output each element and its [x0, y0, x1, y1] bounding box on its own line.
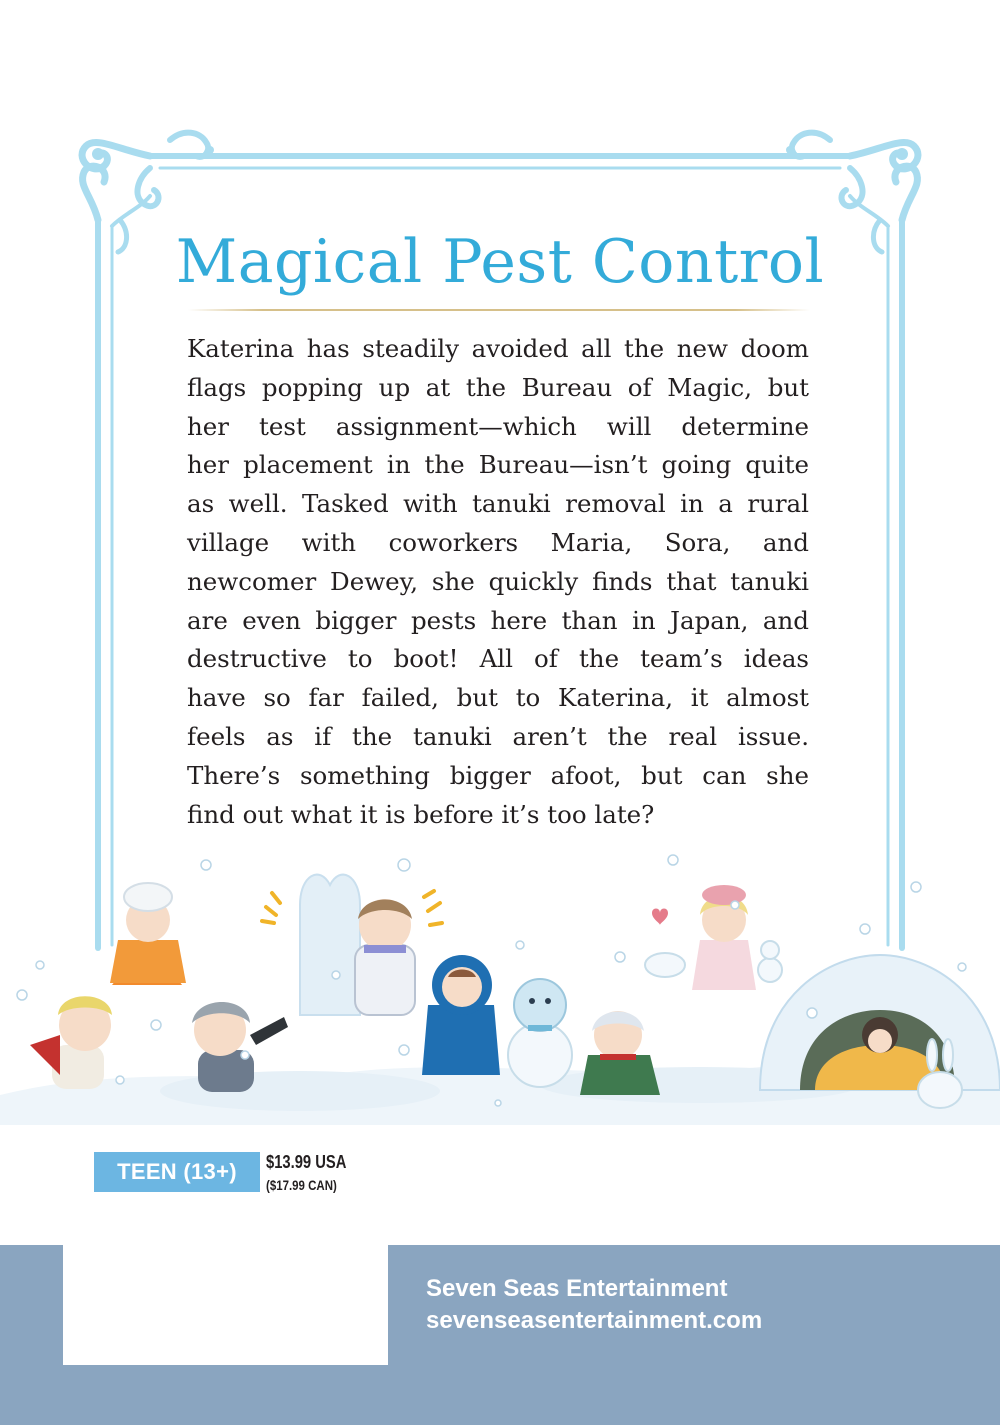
price-usd: $13.99 USA [266, 1152, 347, 1172]
heart-icon [652, 909, 668, 926]
snowman-icon [758, 941, 782, 982]
chibi-character-icon [30, 996, 112, 1089]
barcode-area [63, 1245, 388, 1365]
chibi-character-icon [355, 899, 415, 1015]
age-rating-label: TEEN (13+) [117, 1159, 237, 1184]
synopsis-line: her test assignment—which will determine [187, 411, 809, 441]
synopsis-line: There’s something bigger afoot, but can she [187, 760, 809, 790]
synopsis-line: village with coworkers Maria, Sora, and [187, 527, 809, 557]
snow-bunny-icon [645, 953, 685, 977]
synopsis-line: flags popping up at the Bureau of Magic, but [187, 372, 809, 402]
snow-scene-illustration [0, 845, 1000, 1125]
price-can: ($17.99 CAN) [266, 1177, 337, 1193]
chibi-character-icon [422, 955, 500, 1075]
title-divider [188, 309, 810, 311]
book-title: Magical Pest Control [175, 227, 825, 297]
synopsis-line: Katerina has steadily avoided all the new doom [187, 334, 809, 363]
synopsis-line: as well. Tasked with tanuki removal in a rural [187, 489, 809, 519]
age-rating-badge [94, 1152, 260, 1192]
synopsis-line: newcomer Dewey, she quickly finds that tanuki [187, 566, 809, 596]
synopsis-line: destructive to boot! All of the team’s ideas [187, 644, 809, 674]
publisher-name: Seven Seas Entertainment [426, 1275, 728, 1302]
publisher-website[interactable]: sevenseasentertainment.com [426, 1307, 763, 1334]
synopsis-line: find out what it is before it’s too late? [187, 799, 655, 829]
synopsis-line: her placement in the Bureau—isn’t going quite [187, 450, 809, 480]
synopsis-line: are even bigger pests here than in Japan, and [187, 605, 809, 635]
chibi-character-icon [110, 883, 186, 985]
chibi-character-icon [580, 1011, 660, 1095]
igloo-icon [760, 955, 1000, 1090]
synopsis-line: have so far failed, but to Katerina, it almost [187, 683, 809, 713]
synopsis-line: feels as if the tanuki aren’t the real issue. [187, 721, 809, 751]
snow-arch-icon [300, 875, 360, 1015]
snowman-icon [508, 979, 572, 1087]
synopsis [187, 330, 809, 834]
chibi-character-icon [692, 885, 756, 990]
